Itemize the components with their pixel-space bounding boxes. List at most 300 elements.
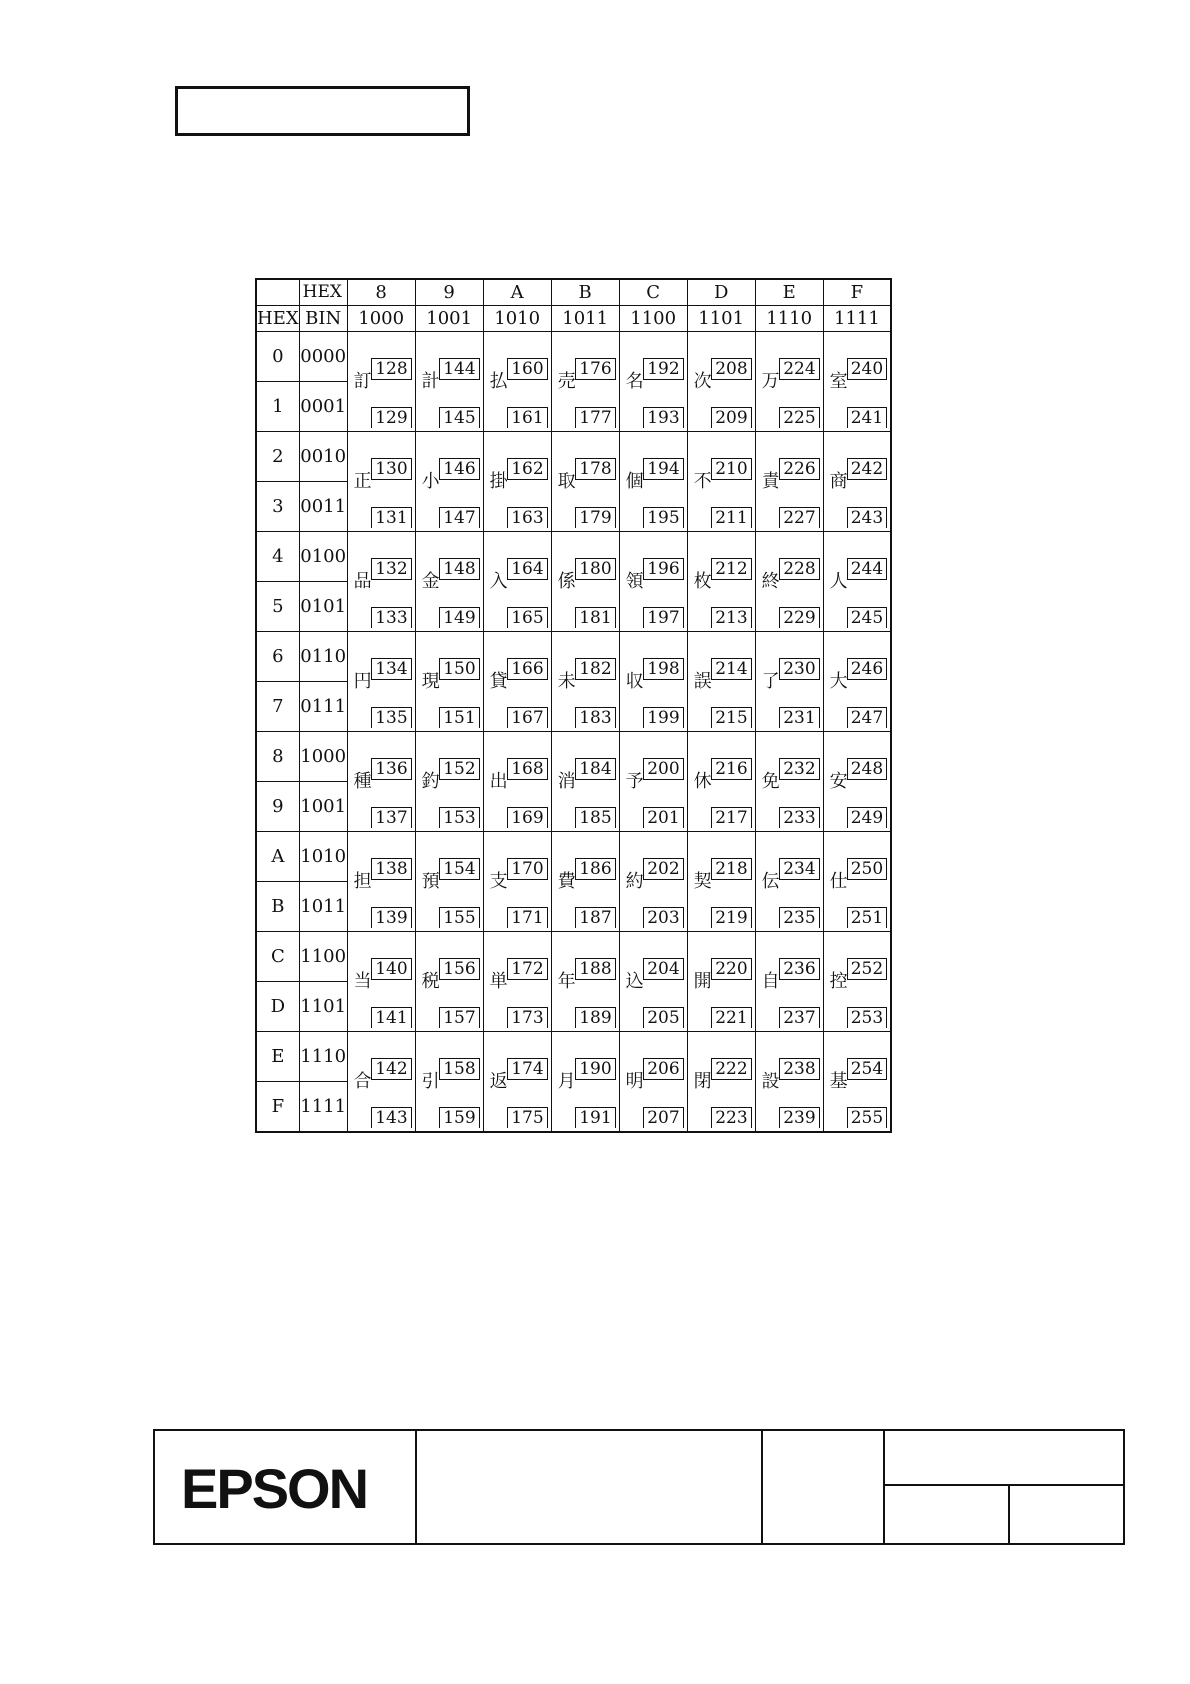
decimal-code-bottom: 247: [847, 707, 887, 728]
kanji-glyph: 円: [353, 671, 372, 692]
decimal-code-bottom: 181: [575, 607, 615, 628]
decimal-code-top: 160: [507, 358, 547, 380]
character-code-table: [255, 278, 892, 1133]
kanji-glyph: 未: [557, 671, 576, 692]
char-cell: [687, 932, 755, 1032]
decimal-code-bottom: 171: [507, 907, 547, 928]
column-bin-header: 1101: [687, 306, 755, 332]
decimal-code-top: 224: [779, 358, 819, 380]
decimal-code-bottom: 129: [371, 407, 411, 428]
decimal-code-bottom: 133: [371, 607, 411, 628]
decimal-code-top: 228: [779, 558, 819, 580]
kanji-glyph: 誤: [693, 671, 712, 692]
row-bin: 1111: [299, 1082, 347, 1133]
decimal-code-bottom: 223: [711, 1107, 751, 1128]
decimal-code-bottom: 151: [439, 707, 479, 728]
char-cell: [347, 632, 415, 732]
decimal-code-bottom: 191: [575, 1107, 615, 1128]
column-hex-header: C: [619, 279, 687, 306]
decimal-code-top: 166: [507, 658, 547, 680]
decimal-code-bottom: 139: [371, 907, 411, 928]
kanji-glyph: 免: [761, 771, 780, 792]
decimal-code-top: 198: [643, 658, 683, 680]
decimal-code-top: 182: [575, 658, 615, 680]
decimal-code-top: 230: [779, 658, 819, 680]
char-cell: [619, 932, 687, 1032]
kanji-glyph: 領: [625, 571, 644, 592]
decimal-code-bottom: 201: [643, 807, 683, 828]
kanji-glyph: 費: [557, 871, 576, 892]
kanji-glyph: 入: [489, 571, 508, 592]
char-cell: [687, 532, 755, 632]
decimal-code-bottom: 219: [711, 907, 751, 928]
kanji-glyph: 係: [557, 571, 576, 592]
char-cell: [347, 532, 415, 632]
decimal-code-top: 214: [711, 658, 751, 680]
decimal-code-top: 212: [711, 558, 751, 580]
row-bin: 1101: [299, 982, 347, 1032]
decimal-code-bottom: 249: [847, 807, 887, 828]
decimal-code-bottom: 169: [507, 807, 547, 828]
kanji-glyph: 自: [761, 971, 780, 992]
table-row: [256, 432, 891, 482]
row-bin: 0011: [299, 482, 347, 532]
table-row: [256, 832, 891, 882]
kanji-glyph: 税: [421, 971, 440, 992]
decimal-code-bottom: 221: [711, 1007, 751, 1028]
char-cell: [687, 332, 755, 432]
decimal-code-top: 186: [575, 858, 615, 880]
decimal-code-bottom: 203: [643, 907, 683, 928]
kanji-glyph: 閉: [693, 1071, 712, 1092]
kanji-glyph: 合: [353, 1071, 372, 1092]
decimal-code-bottom: 179: [575, 507, 615, 528]
decimal-code-top: 150: [439, 658, 479, 680]
char-cell: [415, 432, 483, 532]
column-bin-header: 1000: [347, 306, 415, 332]
char-cell: [347, 1032, 415, 1133]
kanji-glyph: 単: [489, 971, 508, 992]
row-hex: B: [256, 882, 299, 932]
kanji-glyph: 計: [421, 371, 440, 392]
decimal-code-bottom: 149: [439, 607, 479, 628]
kanji-glyph: 払: [489, 371, 508, 392]
decimal-code-top: 218: [711, 858, 751, 880]
corner-blank: [256, 279, 299, 306]
decimal-code-top: 222: [711, 1058, 751, 1080]
decimal-code-top: 178: [575, 458, 615, 480]
decimal-code-top: 242: [847, 458, 887, 480]
char-cell: [619, 532, 687, 632]
decimal-code-bottom: 137: [371, 807, 411, 828]
kanji-glyph: 大: [829, 671, 848, 692]
char-cell: [347, 432, 415, 532]
char-cell: [619, 332, 687, 432]
char-cell: [415, 632, 483, 732]
char-cell: [347, 732, 415, 832]
decimal-code-top: 134: [371, 658, 411, 680]
kanji-glyph: 枚: [693, 571, 712, 592]
decimal-code-bottom: 237: [779, 1007, 819, 1028]
decimal-code-bottom: 131: [371, 507, 411, 528]
row-hex: 1: [256, 382, 299, 432]
kanji-glyph: 現: [421, 671, 440, 692]
decimal-code-top: 142: [371, 1058, 411, 1080]
decimal-code-bottom: 183: [575, 707, 615, 728]
decimal-code-bottom: 159: [439, 1107, 479, 1128]
decimal-code-bottom: 233: [779, 807, 819, 828]
decimal-code-bottom: 255: [847, 1107, 887, 1128]
char-cell: [551, 432, 619, 532]
decimal-code-top: 238: [779, 1058, 819, 1080]
kanji-glyph: 明: [625, 1071, 644, 1092]
char-cell: [551, 1032, 619, 1133]
decimal-code-top: 172: [507, 958, 547, 980]
decimal-code-bottom: 243: [847, 507, 887, 528]
row-hex: 6: [256, 632, 299, 682]
char-cell: [823, 732, 891, 832]
decimal-code-bottom: 167: [507, 707, 547, 728]
decimal-code-top: 244: [847, 558, 887, 580]
decimal-code-bottom: 175: [507, 1107, 547, 1128]
decimal-code-bottom: 241: [847, 407, 887, 428]
decimal-code-top: 176: [575, 358, 615, 380]
decimal-code-top: 164: [507, 558, 547, 580]
decimal-code-bottom: 217: [711, 807, 751, 828]
kanji-glyph: 商: [829, 471, 848, 492]
decimal-code-top: 132: [371, 558, 411, 580]
char-cell: [415, 332, 483, 432]
row-hex: 4: [256, 532, 299, 582]
row-bin: 0001: [299, 382, 347, 432]
decimal-code-top: 226: [779, 458, 819, 480]
decimal-code-bottom: 185: [575, 807, 615, 828]
decimal-code-bottom: 227: [779, 507, 819, 528]
char-cell: [755, 432, 823, 532]
decimal-code-top: 252: [847, 958, 887, 980]
decimal-code-top: 152: [439, 758, 479, 780]
kanji-glyph: 引: [421, 1071, 440, 1092]
decimal-code-top: 192: [643, 358, 683, 380]
column-bin-header: 1011: [551, 306, 619, 332]
char-cell: [619, 732, 687, 832]
column-bin-header: 1001: [415, 306, 483, 332]
char-cell: [483, 832, 551, 932]
decimal-code-bottom: 207: [643, 1107, 683, 1128]
kanji-glyph: 個: [625, 471, 644, 492]
decimal-code-bottom: 199: [643, 707, 683, 728]
decimal-code-bottom: 135: [371, 707, 411, 728]
decimal-code-top: 250: [847, 858, 887, 880]
decimal-code-bottom: 153: [439, 807, 479, 828]
decimal-code-bottom: 253: [847, 1007, 887, 1028]
row-bin: 0100: [299, 532, 347, 582]
char-cell: [755, 732, 823, 832]
char-cell: [551, 632, 619, 732]
kanji-glyph: 開: [693, 971, 712, 992]
decimal-code-bottom: 211: [711, 507, 751, 528]
decimal-code-bottom: 235: [779, 907, 819, 928]
decimal-code-top: 202: [643, 858, 683, 880]
char-cell: [415, 932, 483, 1032]
kanji-glyph: 終: [761, 571, 780, 592]
row-hex: 9: [256, 782, 299, 832]
char-cell: [551, 832, 619, 932]
decimal-code-top: 232: [779, 758, 819, 780]
decimal-code-top: 156: [439, 958, 479, 980]
decimal-code-top: 174: [507, 1058, 547, 1080]
decimal-code-top: 200: [643, 758, 683, 780]
decimal-code-top: 236: [779, 958, 819, 980]
char-cell: [551, 932, 619, 1032]
decimal-code-bottom: 189: [575, 1007, 615, 1028]
decimal-code-top: 140: [371, 958, 411, 980]
decimal-code-bottom: 145: [439, 407, 479, 428]
row-hex: A: [256, 832, 299, 882]
kanji-glyph: 支: [489, 871, 508, 892]
row-bin: 1010: [299, 832, 347, 882]
char-cell: [755, 332, 823, 432]
char-cell: [415, 532, 483, 632]
decimal-code-top: 216: [711, 758, 751, 780]
decimal-code-top: 248: [847, 758, 887, 780]
char-cell: [619, 832, 687, 932]
corner-bin-label: BIN: [299, 306, 347, 332]
decimal-code-top: 158: [439, 1058, 479, 1080]
decimal-code-top: 208: [711, 358, 751, 380]
kanji-glyph: 伝: [761, 871, 780, 892]
char-cell: [619, 1032, 687, 1133]
kanji-glyph: 人: [829, 571, 848, 592]
kanji-glyph: 万: [761, 371, 780, 392]
decimal-code-bottom: 209: [711, 407, 751, 428]
decimal-code-top: 144: [439, 358, 479, 380]
kanji-glyph: 担: [353, 871, 372, 892]
decimal-code-top: 234: [779, 858, 819, 880]
row-hex: 7: [256, 682, 299, 732]
kanji-glyph: 当: [353, 971, 372, 992]
decimal-code-bottom: 157: [439, 1007, 479, 1028]
decimal-code-top: 168: [507, 758, 547, 780]
decimal-code-bottom: 147: [439, 507, 479, 528]
decimal-code-top: 154: [439, 858, 479, 880]
char-cell: [823, 432, 891, 532]
row-hex: 8: [256, 732, 299, 782]
table-row: [256, 732, 891, 782]
decimal-code-top: 254: [847, 1058, 887, 1080]
kanji-glyph: 年: [557, 971, 576, 992]
decimal-code-bottom: 231: [779, 707, 819, 728]
decimal-code-bottom: 173: [507, 1007, 547, 1028]
char-cell: [415, 732, 483, 832]
row-bin: 1000: [299, 732, 347, 782]
title-box: [175, 86, 470, 136]
kanji-glyph: 予: [625, 771, 644, 792]
kanji-glyph: 収: [625, 671, 644, 692]
char-cell: [483, 532, 551, 632]
char-cell: [823, 532, 891, 632]
row-bin: 1011: [299, 882, 347, 932]
decimal-code-bottom: 213: [711, 607, 751, 628]
decimal-code-top: 136: [371, 758, 411, 780]
decimal-code-top: 146: [439, 458, 479, 480]
kanji-glyph: 休: [693, 771, 712, 792]
column-bin-header: 1010: [483, 306, 551, 332]
row-hex: 2: [256, 432, 299, 482]
row-hex: C: [256, 932, 299, 982]
column-hex-header: B: [551, 279, 619, 306]
decimal-code-top: 194: [643, 458, 683, 480]
decimal-code-top: 170: [507, 858, 547, 880]
decimal-code-top: 190: [575, 1058, 615, 1080]
char-cell: [347, 332, 415, 432]
kanji-glyph: 次: [693, 371, 712, 392]
table-row: [256, 332, 891, 382]
table-row: [256, 632, 891, 682]
corner-hex-label: HEX: [299, 279, 347, 306]
table-row: [256, 1032, 891, 1082]
char-cell: [483, 432, 551, 532]
epson-logo: EPSON: [181, 1457, 368, 1520]
char-cell: [823, 932, 891, 1032]
char-cell: [483, 732, 551, 832]
row-hex-label: HEX: [256, 306, 299, 332]
char-cell: [483, 1032, 551, 1133]
row-bin: 1100: [299, 932, 347, 982]
kanji-glyph: 約: [625, 871, 644, 892]
row-bin: 0101: [299, 582, 347, 632]
row-hex: D: [256, 982, 299, 1032]
kanji-glyph: 安: [829, 771, 848, 792]
kanji-glyph: 契: [693, 871, 712, 892]
decimal-code-top: 188: [575, 958, 615, 980]
row-hex: 5: [256, 582, 299, 632]
kanji-glyph: 金: [421, 571, 440, 592]
char-cell: [347, 932, 415, 1032]
kanji-glyph: 消: [557, 771, 576, 792]
column-hex-header: F: [823, 279, 891, 306]
kanji-glyph: 掛: [489, 471, 508, 492]
decimal-code-bottom: 141: [371, 1007, 411, 1028]
table-row: [256, 932, 891, 982]
char-cell: [755, 632, 823, 732]
column-hex-header: 9: [415, 279, 483, 306]
kanji-glyph: 正: [353, 471, 372, 492]
char-cell: [347, 832, 415, 932]
char-cell: [619, 432, 687, 532]
decimal-code-top: 220: [711, 958, 751, 980]
char-cell: [823, 1032, 891, 1133]
kanji-glyph: 小: [421, 471, 440, 492]
decimal-code-bottom: 251: [847, 907, 887, 928]
decimal-code-top: 180: [575, 558, 615, 580]
row-bin: 1001: [299, 782, 347, 832]
decimal-code-top: 162: [507, 458, 547, 480]
decimal-code-bottom: 155: [439, 907, 479, 928]
row-bin: 0110: [299, 632, 347, 682]
decimal-code-bottom: 193: [643, 407, 683, 428]
kanji-glyph: 名: [625, 371, 644, 392]
kanji-glyph: 品: [353, 571, 372, 592]
char-cell: [823, 332, 891, 432]
char-cell: [483, 332, 551, 432]
decimal-code-top: 128: [371, 358, 411, 380]
kanji-glyph: 売: [557, 371, 576, 392]
char-cell: [755, 1032, 823, 1133]
kanji-glyph: 込: [625, 971, 644, 992]
kanji-glyph: 貸: [489, 671, 508, 692]
decimal-code-bottom: 245: [847, 607, 887, 628]
kanji-glyph: 責: [761, 471, 780, 492]
decimal-code-top: 206: [643, 1058, 683, 1080]
decimal-code-top: 240: [847, 358, 887, 380]
char-cell: [823, 832, 891, 932]
char-cell: [687, 432, 755, 532]
char-cell: [755, 932, 823, 1032]
char-cell: [619, 632, 687, 732]
row-hex: 3: [256, 482, 299, 532]
row-bin: 0111: [299, 682, 347, 732]
footer-title-block: [153, 1429, 1125, 1545]
decimal-code-top: 138: [371, 858, 411, 880]
decimal-code-bottom: 177: [575, 407, 615, 428]
decimal-code-top: 196: [643, 558, 683, 580]
char-cell: [755, 832, 823, 932]
char-cell: [483, 932, 551, 1032]
char-cell: [483, 632, 551, 732]
decimal-code-bottom: 195: [643, 507, 683, 528]
kanji-glyph: 預: [421, 871, 440, 892]
decimal-code-bottom: 225: [779, 407, 819, 428]
char-cell: [755, 532, 823, 632]
table-row: [256, 532, 891, 582]
decimal-code-bottom: 163: [507, 507, 547, 528]
decimal-code-top: 210: [711, 458, 751, 480]
kanji-glyph: 設: [761, 1071, 780, 1092]
decimal-code-bottom: 239: [779, 1107, 819, 1128]
decimal-code-bottom: 143: [371, 1107, 411, 1128]
row-hex: 0: [256, 332, 299, 382]
row-bin: 0000: [299, 332, 347, 382]
row-bin: 1110: [299, 1032, 347, 1082]
column-hex-header: A: [483, 279, 551, 306]
decimal-code-bottom: 161: [507, 407, 547, 428]
kanji-glyph: 仕: [829, 871, 848, 892]
kanji-glyph: 種: [353, 771, 372, 792]
char-cell: [687, 832, 755, 932]
kanji-glyph: 室: [829, 371, 848, 392]
column-hex-header: D: [687, 279, 755, 306]
decimal-code-bottom: 229: [779, 607, 819, 628]
char-cell: [823, 632, 891, 732]
column-bin-header: 1100: [619, 306, 687, 332]
kanji-glyph: 月: [557, 1071, 576, 1092]
column-bin-header: 1111: [823, 306, 891, 332]
char-cell: [415, 1032, 483, 1133]
column-hex-header: 8: [347, 279, 415, 306]
decimal-code-bottom: 215: [711, 707, 751, 728]
row-hex: F: [256, 1082, 299, 1133]
char-cell: [687, 732, 755, 832]
kanji-glyph: 釣: [421, 771, 440, 792]
decimal-code-top: 130: [371, 458, 411, 480]
char-cell: [551, 332, 619, 432]
decimal-code-top: 204: [643, 958, 683, 980]
kanji-glyph: 控: [829, 971, 848, 992]
decimal-code-bottom: 187: [575, 907, 615, 928]
kanji-glyph: 基: [829, 1071, 848, 1092]
column-hex-header: E: [755, 279, 823, 306]
